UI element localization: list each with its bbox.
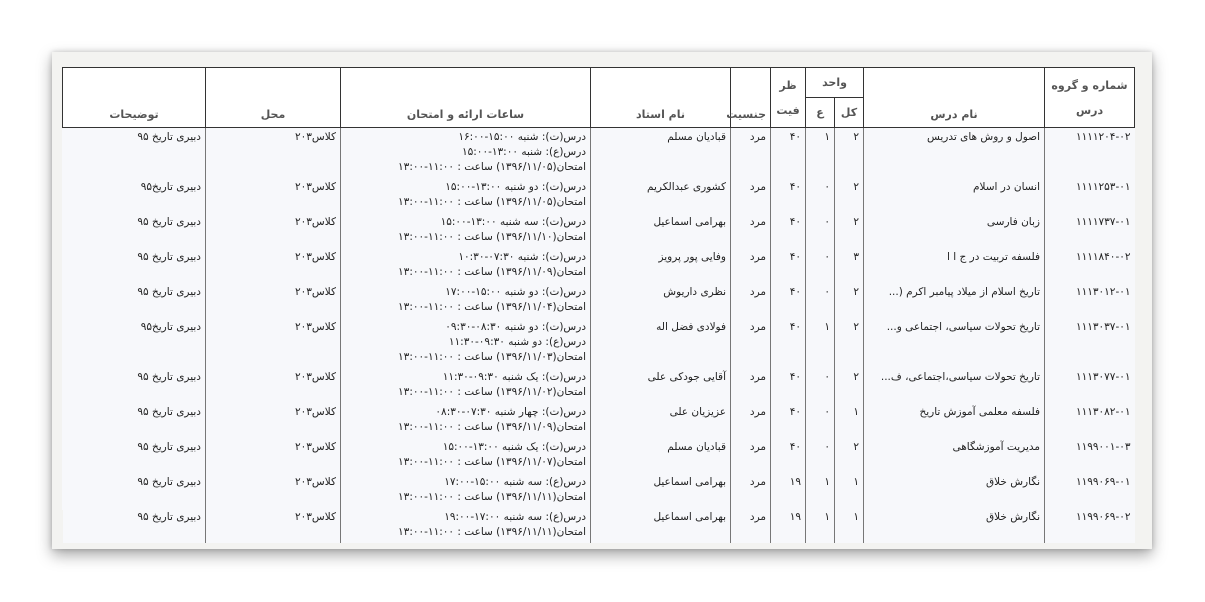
- table-row: [63, 473, 1135, 508]
- header-course-name: نام درس: [864, 68, 1045, 128]
- schedule-cell: [341, 283, 591, 318]
- capacity-cell: ۴۰: [771, 213, 806, 248]
- capacity-cell: ۱۹: [771, 508, 806, 543]
- capacity-cell: ۴۰: [771, 368, 806, 403]
- course-code-cell: ۱۱۱۱۲۰۴-۰۲: [1045, 128, 1135, 179]
- teacher-cell: آقایی جودکی علی: [591, 368, 731, 403]
- teacher-cell: کشوری عبدالکریم: [591, 178, 731, 213]
- unit-total-cell: ۲: [835, 178, 864, 213]
- teacher-cell: بهرامی اسماعیل: [591, 508, 731, 543]
- teacher-cell: نظری داریوش: [591, 283, 731, 318]
- location-cell: کلاس۲۰۳: [206, 473, 341, 508]
- schedule-cell: [341, 508, 591, 543]
- unit-practical-cell: ۱: [806, 473, 835, 508]
- gender-cell: مرد: [731, 283, 771, 318]
- course-name-cell: زبان فارسی: [864, 213, 1045, 248]
- location-cell: کلاس۲۰۳: [206, 213, 341, 248]
- schedule-cell: [341, 473, 591, 508]
- header-notes: توضیحات: [63, 68, 206, 128]
- course-code-cell: ۱۱۹۹۰۶۹-۰۱: [1045, 473, 1135, 508]
- teacher-cell: فولادی فضل اله: [591, 318, 731, 368]
- location-cell: کلاس۲۰۳: [206, 368, 341, 403]
- gender-cell: مرد: [731, 368, 771, 403]
- header-course-no-line1: شماره و گروه: [1051, 78, 1128, 92]
- schedule-line: امتحان(۱۳۹۶/۱۱/۰۵) ساعت : ۱۱:۰۰-۱۳:۰۰: [398, 161, 586, 173]
- teacher-cell: بهرامی اسماعیل: [591, 473, 731, 508]
- teacher-cell: قبادیان مسلم: [591, 438, 731, 473]
- unit-practical-cell: ۰: [806, 283, 835, 318]
- schedule-cell: [341, 248, 591, 283]
- course-code-cell: ۱۱۱۳۰۳۷-۰۱: [1045, 318, 1135, 368]
- header-gender: جنسیت: [731, 68, 771, 128]
- course-name-cell: نگارش خلاق: [864, 473, 1045, 508]
- schedule-cell: [341, 128, 591, 179]
- schedule-cell: [341, 438, 591, 473]
- schedule-cell: [341, 403, 591, 438]
- notes-cell: دبیری تاریخ ۹۵: [137, 286, 201, 298]
- notes-cell: دبیری تاریخ ۹۵: [137, 131, 201, 143]
- course-code-cell: ۱۱۱۱۷۳۷-۰۱: [1045, 213, 1135, 248]
- notes-cell: دبیری تاریخ ۹۵: [137, 251, 201, 263]
- course-name-cell: اصول و روش های تدریس: [864, 128, 1045, 179]
- table-body: [63, 128, 1135, 544]
- unit-practical-cell: ۱: [806, 508, 835, 543]
- course-name-cell: انسان در اسلام: [864, 178, 1045, 213]
- header-teacher: نام استاد: [591, 68, 731, 128]
- notes-cell: دبیری تاریخ ۹۵: [137, 371, 201, 383]
- schedule-line: امتحان(۱۳۹۶/۱۱/۰۵) ساعت : ۱۱:۰۰-۱۳:۰۰: [398, 196, 586, 208]
- location-cell: کلاس۲۰۳: [206, 283, 341, 318]
- header-schedule: ساعات ارائه و امتحان: [341, 68, 591, 128]
- table-row: [63, 318, 1135, 368]
- unit-total-cell: ۲: [835, 438, 864, 473]
- schedule-line: امتحان(۱۳۹۶/۱۱/۰۲) ساعت : ۱۱:۰۰-۱۳:۰۰: [398, 386, 586, 398]
- header-course-no-line2: درس: [1075, 103, 1104, 117]
- schedule-line: درس(ت): یک شنبه ۰۹:۳۰-۱۱:۳۰: [442, 371, 586, 383]
- table-row: [63, 368, 1135, 403]
- schedule-line: درس(ت): یک شنبه ۱۳:۰۰-۱۵:۰۰: [442, 441, 586, 453]
- location-cell: کلاس۲۰۳: [206, 178, 341, 213]
- table-row: [63, 438, 1135, 473]
- schedule-line: امتحان(۱۳۹۶/۱۱/۰۹) ساعت : ۱۱:۰۰-۱۳:۰۰: [398, 266, 586, 278]
- schedule-line: درس(ت): شنبه ۱۵:۰۰-۱۶:۰۰: [458, 131, 586, 143]
- gender-cell: مرد: [731, 178, 771, 213]
- location-cell: کلاس۲۰۳: [206, 508, 341, 543]
- gender-cell: مرد: [731, 128, 771, 179]
- course-name-cell: فلسفه تربیت در ج ا ا: [864, 248, 1045, 283]
- schedule-line: درس(ع): شنبه ۱۳:۰۰-۱۵:۰۰: [461, 146, 586, 158]
- header-unit-total: کل: [835, 98, 864, 128]
- header-capacity: [771, 68, 806, 128]
- course-code-cell: ۱۱۱۳۰۷۷-۰۱: [1045, 368, 1135, 403]
- location-cell: کلاس۲۰۳: [206, 128, 341, 179]
- unit-total-cell: ۲: [835, 128, 864, 179]
- unit-total-cell: ۱: [835, 508, 864, 543]
- gender-cell: مرد: [731, 473, 771, 508]
- unit-practical-cell: ۰: [806, 438, 835, 473]
- notes-cell: دبیری تاریخ ۹۵: [137, 441, 201, 453]
- notes-cell: دبیری تاریخ۹۵: [140, 181, 201, 193]
- report-card: [52, 52, 1152, 549]
- location-cell: کلاس۲۰۳: [206, 248, 341, 283]
- capacity-cell: ۴۰: [771, 178, 806, 213]
- schedule-cell: [341, 368, 591, 403]
- course-table: [62, 67, 1135, 543]
- location-cell: کلاس۲۰۳: [206, 438, 341, 473]
- capacity-cell: ۴۰: [771, 403, 806, 438]
- unit-practical-cell: ۰: [806, 248, 835, 283]
- header-location: محل: [206, 68, 341, 128]
- unit-total-cell: ۳: [835, 248, 864, 283]
- teacher-cell: وفایی پور پرویز: [591, 248, 731, 283]
- unit-total-cell: ۲: [835, 283, 864, 318]
- course-code-cell: ۱۱۱۳۰۱۲-۰۱: [1045, 283, 1135, 318]
- capacity-cell: ۱۹: [771, 473, 806, 508]
- unit-total-cell: ۱: [835, 473, 864, 508]
- notes-cell: دبیری تاریخ ۹۵: [137, 511, 201, 523]
- header-course-no: [1045, 68, 1135, 128]
- schedule-line: درس(ت): شنبه ۰۷:۳۰-۱۰:۳۰: [458, 251, 586, 263]
- schedule-line: امتحان(۱۳۹۶/۱۱/۱۱) ساعت : ۱۱:۰۰-۱۳:۰۰: [398, 526, 586, 538]
- notes-cell: دبیری تاریخ ۹۵: [137, 216, 201, 228]
- schedule-line: امتحان(۱۳۹۶/۱۱/۱۱) ساعت : ۱۱:۰۰-۱۳:۰۰: [398, 491, 586, 503]
- schedule-line: درس(ع): سه شنبه ۱۵:۰۰-۱۷:۰۰: [444, 476, 586, 488]
- schedule-line: امتحان(۱۳۹۶/۱۱/۰۷) ساعت : ۱۱:۰۰-۱۳:۰۰: [398, 456, 586, 468]
- unit-total-cell: ۲: [835, 318, 864, 368]
- course-name-cell: مدیریت آموزشگاهی: [864, 438, 1045, 473]
- course-name-cell: فلسفه معلمی آموزش تاریخ: [864, 403, 1045, 438]
- notes-cell: دبیری تاریخ ۹۵: [137, 476, 201, 488]
- schedule-cell: [341, 213, 591, 248]
- header-unit-practical: ع: [806, 98, 835, 128]
- table-row: [63, 508, 1135, 543]
- table-row: [63, 178, 1135, 213]
- gender-cell: مرد: [731, 508, 771, 543]
- teacher-cell: قبادیان مسلم: [591, 128, 731, 179]
- notes-cell: دبیری تاریخ۹۵: [140, 321, 201, 333]
- table-row: [63, 283, 1135, 318]
- course-code-cell: ۱۱۱۳۰۸۲-۰۱: [1045, 403, 1135, 438]
- course-name-cell: نگارش خلاق: [864, 508, 1045, 543]
- unit-total-cell: ۱: [835, 403, 864, 438]
- unit-practical-cell: ۱: [806, 318, 835, 368]
- gender-cell: مرد: [731, 213, 771, 248]
- unit-practical-cell: ۰: [806, 178, 835, 213]
- capacity-cell: ۴۰: [771, 318, 806, 368]
- schedule-cell: [341, 178, 591, 213]
- unit-practical-cell: ۱: [806, 128, 835, 179]
- course-code-cell: ۱۱۹۹۰۰۱-۰۳: [1045, 438, 1135, 473]
- capacity-cell: ۴۰: [771, 438, 806, 473]
- schedule-line: امتحان(۱۳۹۶/۱۱/۰۴) ساعت : ۱۱:۰۰-۱۳:۰۰: [398, 301, 586, 313]
- course-table-container: [62, 67, 1134, 538]
- teacher-cell: عزیزیان علی: [591, 403, 731, 438]
- header-capacity-line2: فیت: [776, 103, 800, 117]
- unit-total-cell: ۲: [835, 368, 864, 403]
- schedule-line: درس(ت): دو شنبه ۱۳:۰۰-۱۵:۰۰: [445, 181, 586, 193]
- course-name-cell: تاریخ اسلام از میلاد پیامبر اکرم (...: [864, 283, 1045, 318]
- gender-cell: مرد: [731, 403, 771, 438]
- course-code-cell: ۱۱۱۱۸۴۰-۰۲: [1045, 248, 1135, 283]
- table-row: [63, 248, 1135, 283]
- course-code-cell: ۱۱۹۹۰۶۹-۰۲: [1045, 508, 1135, 543]
- gender-cell: مرد: [731, 438, 771, 473]
- teacher-cell: بهرامی اسماعیل: [591, 213, 731, 248]
- schedule-line: درس(ت): سه شنبه ۱۳:۰۰-۱۵:۰۰: [440, 216, 586, 228]
- table-row: [63, 213, 1135, 248]
- schedule-line: امتحان(۱۳۹۶/۱۱/۰۹) ساعت : ۱۱:۰۰-۱۳:۰۰: [398, 421, 586, 433]
- schedule-line: درس(ت): چهار شنبه ۰۷:۳۰-۰۸:۳۰: [435, 406, 586, 418]
- schedule-line: درس(ت): دو شنبه ۱۵:۰۰-۱۷:۰۰: [445, 286, 586, 298]
- table-header: [63, 68, 1135, 128]
- location-cell: کلاس۲۰۳: [206, 318, 341, 368]
- header-unit: واحد: [806, 68, 864, 98]
- table-row: [63, 128, 1135, 179]
- schedule-line: امتحان(۱۳۹۶/۱۱/۱۰) ساعت : ۱۱:۰۰-۱۳:۰۰: [398, 231, 586, 243]
- unit-practical-cell: ۰: [806, 213, 835, 248]
- notes-cell: دبیری تاریخ ۹۵: [137, 406, 201, 418]
- schedule-line: درس(ع): دو شنبه ۰۹:۳۰-۱۱:۳۰: [448, 336, 586, 348]
- capacity-cell: ۴۰: [771, 283, 806, 318]
- unit-total-cell: ۲: [835, 213, 864, 248]
- capacity-cell: ۴۰: [771, 248, 806, 283]
- location-cell: کلاس۲۰۳: [206, 403, 341, 438]
- capacity-cell: ۴۰: [771, 128, 806, 179]
- course-code-cell: ۱۱۱۱۲۵۳-۰۱: [1045, 178, 1135, 213]
- gender-cell: مرد: [731, 318, 771, 368]
- schedule-cell: [341, 318, 591, 368]
- header-capacity-line1: ظر: [779, 78, 797, 92]
- course-name-cell: تاریخ تحولات سیاسی، اجتماعی و...: [864, 318, 1045, 368]
- schedule-line: درس(ع): سه شنبه ۱۷:۰۰-۱۹:۰۰: [444, 511, 586, 523]
- schedule-line: درس(ت): دو شنبه ۰۸:۳۰-۰۹:۳۰: [445, 321, 586, 333]
- schedule-line: امتحان(۱۳۹۶/۱۱/۰۳) ساعت : ۱۱:۰۰-۱۳:۰۰: [398, 351, 586, 363]
- course-name-cell: تاریخ تحولات سیاسی،اجتماعی، ف...: [864, 368, 1045, 403]
- unit-practical-cell: ۰: [806, 368, 835, 403]
- unit-practical-cell: ۰: [806, 403, 835, 438]
- gender-cell: مرد: [731, 248, 771, 283]
- table-row: [63, 403, 1135, 438]
